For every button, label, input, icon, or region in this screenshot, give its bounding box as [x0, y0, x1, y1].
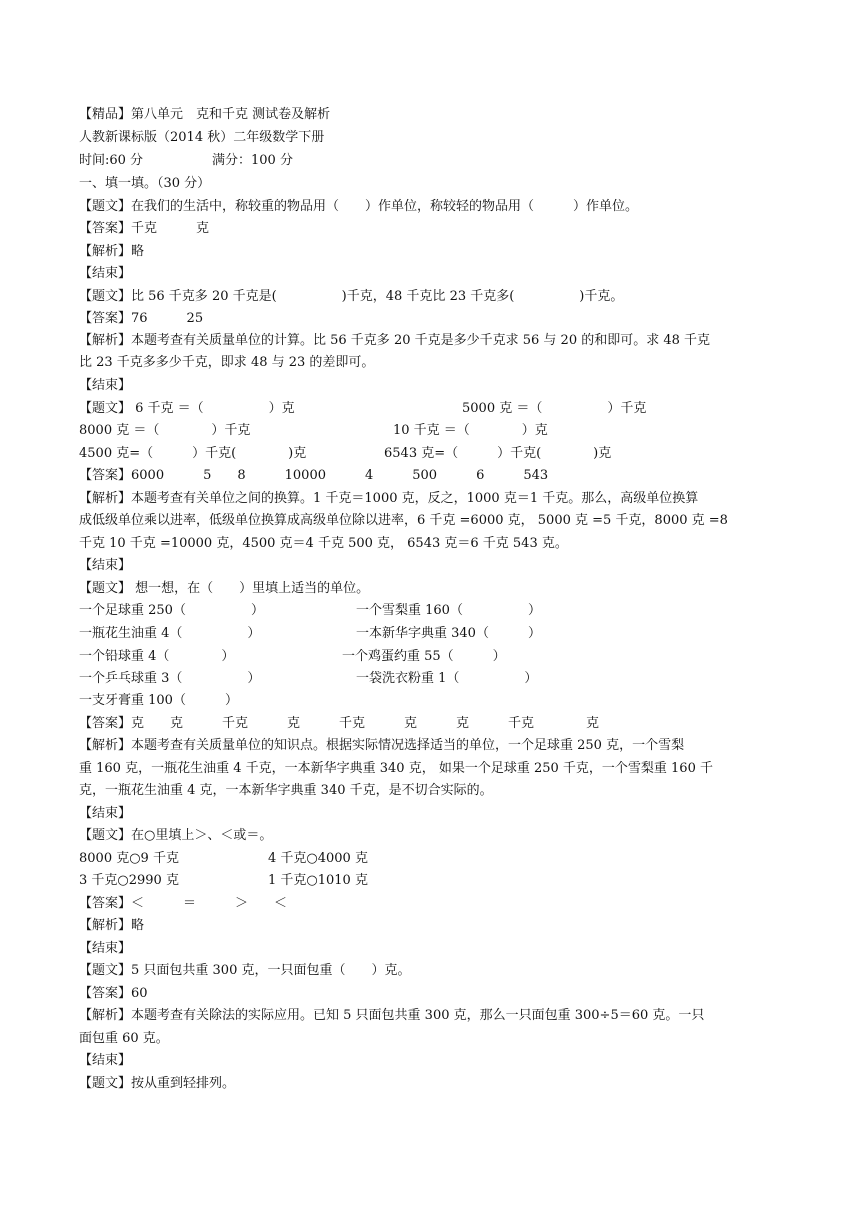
q2-analysis-line2: 比 23 千克多多少千克，即求 48 与 23 的差即可。 — [79, 355, 375, 370]
q3-answer: 【答案】6000 5 8 10000 4 500 6 543 — [79, 468, 549, 483]
q4-answer: 【答案】克 克 千克 克 千克 克 克 千克 克 — [79, 716, 600, 731]
q4-row-3-right: 一个鸡蛋约重 55（ ） — [342, 649, 506, 664]
q3-row-1-right: 5000 克 ＝（ ）千克 — [462, 401, 647, 416]
q1-answer: 【答案】千克 克 — [79, 221, 210, 236]
q4-row-1-right: 一个雪梨重 160（ ） — [356, 603, 541, 618]
q2-answer: 【答案】76 25 — [79, 311, 204, 326]
q3-row-2-right: 10 千克 ＝（ ）克 — [393, 423, 548, 438]
score-text: 满分：100 分 — [212, 153, 293, 168]
document-title: 【精品】第八单元 克和千克 测试卷及解析 — [79, 107, 331, 122]
q3-row-2-left: 8000 克 ＝（ ）千克 — [79, 423, 251, 438]
edition-line: 人教新课标版（2014 秋）二年级数学下册 — [79, 130, 325, 145]
q4-analysis-line1: 【解析】本题考查有关质量单位的知识点。根据实际情况选择适当的单位，一个足球重 250 克，一个雪梨 — [79, 738, 685, 753]
q3-row-3-right: 6543 克=（ ）千克( )克 — [384, 446, 612, 461]
q6-analysis-line1: 【解析】本题考查有关除法的实际应用。已知 5 只面包共重 300 克，那么一只面包重 300÷5＝60 克。一只 — [79, 1008, 705, 1023]
q2-question: 【题文】比 56 千克多 20 千克是( )千克，48 千克比 23 千克多( )千克。 — [79, 289, 624, 304]
q4-row-4-right: 一袋洗衣粉重 1（ ） — [356, 671, 538, 686]
q5-analysis: 【解析】略 — [79, 918, 145, 933]
q4-question: 【题文】 想一想，在（ ）里填上适当的单位。 — [79, 581, 370, 596]
q1-question: 【题文】在我们的生活中，称较重的物品用（ ）作单位，称较轻的物品用（ ）作单位。 — [79, 199, 639, 214]
q6-analysis-line2: 面包重 60 克。 — [79, 1031, 169, 1046]
q4-row-3-left: 一个铅球重 4（ ） — [79, 649, 235, 664]
q3-row-3-left: 4500 克=（ ）千克( )克 — [79, 446, 307, 461]
q4-row-1-left: 一个足球重 250（ ） — [79, 603, 264, 618]
q4-end: 【结束】 — [79, 806, 132, 821]
q5-answer: 【答案】＜ ＝ ＞ ＜ — [79, 896, 288, 911]
q5-row-1-right: 4 千克○4000 克 — [268, 851, 368, 866]
q4-row-4-left: 一个乒乓球重 3（ ） — [79, 671, 261, 686]
q4-row-2-right: 一本新华字典重 340（ ） — [356, 626, 541, 641]
q5-row-2-left: 3 千克○2990 克 — [79, 873, 179, 888]
q6-question: 【题文】5 只面包共重 300 克，一只面包重（ ）克。 — [79, 963, 411, 978]
q7-question: 【题文】按从重到轻排列。 — [79, 1076, 236, 1091]
q4-row-5-left: 一支牙膏重 100（ ） — [79, 693, 238, 708]
section-heading: 一、填一填。（30 分） — [79, 176, 211, 191]
q4-row-2-left: 一瓶花生油重 4（ ） — [79, 626, 261, 641]
q2-analysis-line1: 【解析】本题考查有关质量单位的计算。比 56 千克多 20 千克是多少千克求 56 与 20 的和即可。求 48 千克 — [79, 333, 711, 348]
q3-analysis-line3: 千克 10 千克 =10000 克，4500 克＝4 千克 500 克， 6543 克＝6 千克 543 克。 — [79, 536, 568, 551]
q6-end: 【结束】 — [79, 1053, 132, 1068]
q4-analysis-line2: 重 160 克，一瓶花生油重 4 千克，一本新华字典重 340 克， 如果一个足球重 250 千克，一个雪梨重 160 千 — [79, 761, 713, 776]
q5-row-2-right: 1 千克○1010 克 — [268, 873, 368, 888]
q6-answer: 【答案】60 — [79, 986, 148, 1001]
q3-row-1-left: 【题文】 6 千克 ＝（ ）克 — [79, 401, 295, 416]
q3-analysis-line1: 【解析】本题考查有关单位之间的换算。1 千克＝1000 克，反之，1000 克＝1 千克。那么，高级单位换算 — [79, 491, 699, 506]
q5-question: 【题文】在○里填上＞、＜或＝。 — [79, 828, 273, 843]
q4-analysis-line3: 克，一瓶花生油重 4 克，一本新华字典重 340 千克，是不切合实际的。 — [79, 783, 493, 798]
q5-row-1-left: 8000 克○9 千克 — [79, 851, 179, 866]
q1-end: 【结束】 — [79, 266, 132, 281]
time-text: 时间:60 分 — [79, 153, 144, 168]
q1-analysis: 【解析】略 — [79, 244, 145, 259]
q3-analysis-line2: 成低级单位乘以进率，低级单位换算成高级单位除以进率，6 千克 =6000 克， 5000 克 =5 千克，8000 克 =8 — [79, 513, 728, 528]
q3-end: 【结束】 — [79, 558, 132, 573]
q5-end: 【结束】 — [79, 941, 132, 956]
q2-end: 【结束】 — [79, 378, 132, 393]
